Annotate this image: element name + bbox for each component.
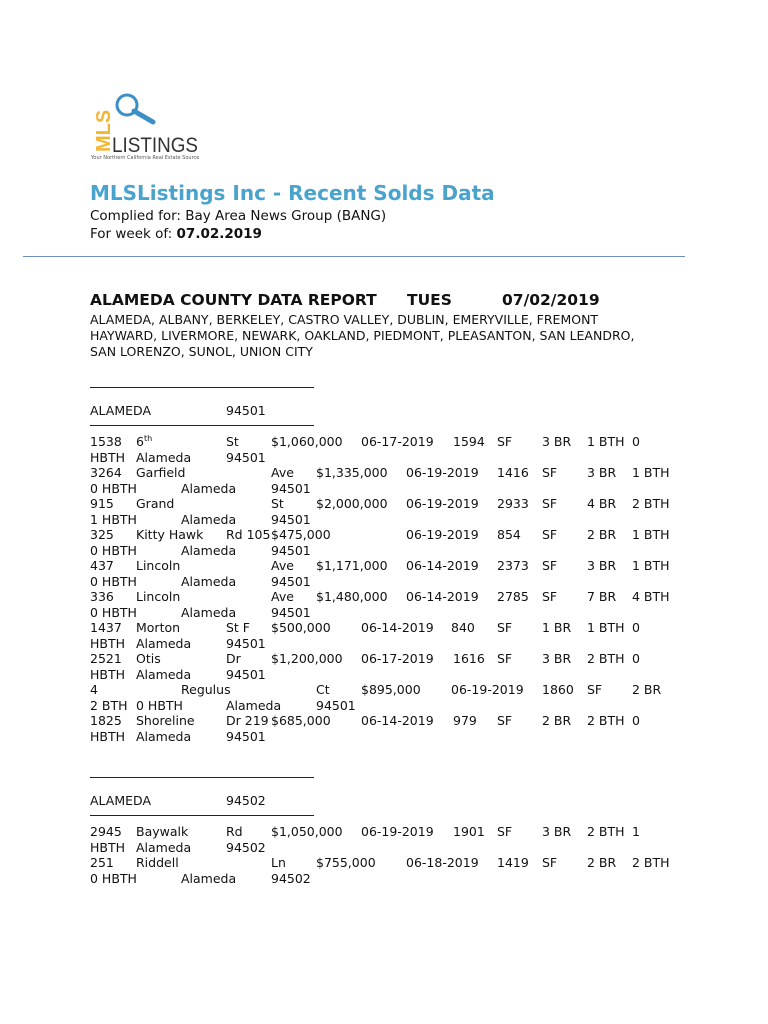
report-day: TUES: [407, 291, 452, 309]
record-field: Alameda: [181, 573, 237, 589]
city-list: [90, 312, 634, 360]
record-field: 1616: [453, 651, 485, 666]
record-field: Dr 219: [226, 713, 269, 728]
week-value: 07.02.2019: [176, 226, 262, 242]
record-field: Alameda: [136, 728, 192, 744]
record-field: 0: [632, 713, 640, 728]
record-field: 06-14-2019: [361, 620, 434, 635]
record-field: Alameda: [136, 635, 192, 651]
record-field: 915: [90, 496, 114, 511]
record-field: $1,171,000: [316, 558, 388, 573]
record-field: 3 BR: [542, 651, 572, 666]
record-field: 06-19-2019: [406, 465, 479, 480]
record-field: 2 BR: [587, 855, 617, 870]
record-field: Ct: [316, 682, 330, 697]
record-field: SF: [497, 434, 513, 449]
record-field: 1 HBTH: [90, 511, 137, 527]
record-field: 0 HBTH: [90, 480, 137, 496]
section-city: ALAMEDA: [90, 793, 151, 808]
logo-tagline: Your Northern California Real Estate Source: [91, 155, 200, 161]
section-zip: 94501: [226, 403, 266, 418]
city-list-line: ALAMEDA, ALBANY, BERKELEY, CASTRO VALLEY, DUBLIN, EMERYVILLE, FREMONT: [90, 312, 599, 327]
section-rule: [90, 777, 314, 778]
record-field: 1 BR: [542, 620, 572, 635]
record-field: SF: [542, 558, 558, 573]
record-field: Otis: [136, 651, 161, 666]
record-field: 94501: [271, 573, 311, 589]
record-field: 2 BR: [632, 682, 662, 697]
record-field: 1860: [542, 682, 574, 697]
record-field: 0: [632, 620, 640, 635]
record-field: 06-14-2019: [406, 558, 479, 573]
record-field: 06-17-2019: [361, 434, 434, 449]
record-field: 0 HBTH: [90, 870, 137, 886]
record-field: Alameda: [181, 604, 237, 620]
record-field: 94501: [226, 449, 266, 465]
record-field: Grand: [136, 496, 175, 511]
section-rule: [90, 387, 314, 388]
record-field: 2945: [90, 824, 122, 839]
record-field: Alameda: [136, 449, 192, 465]
record-field: Alameda: [136, 666, 192, 682]
record-field: 2521: [90, 651, 122, 666]
record-field: SF: [497, 713, 513, 728]
record-field: SF: [497, 651, 513, 666]
record-field: 0: [632, 434, 640, 449]
record-field: 1901: [453, 824, 485, 839]
record-field: HBTH: [90, 728, 126, 744]
record-field: 854: [497, 527, 521, 542]
record-field: $500,000: [271, 620, 331, 635]
record-field: 0 HBTH: [136, 697, 183, 713]
record-field: 94502: [226, 839, 266, 855]
report-title: ALAMEDA COUNTY DATA REPORT: [90, 291, 377, 309]
record-field: 06-17-2019: [361, 651, 434, 666]
mls-listings-logo: [90, 92, 220, 164]
logo-listings-text: LISTINGS: [112, 134, 198, 157]
record-field: 4 BR: [587, 496, 617, 511]
record-field: $475,000: [271, 527, 331, 542]
record-field: Morton: [136, 620, 181, 635]
record-field: Alameda: [181, 480, 237, 496]
record-field: 1594: [453, 434, 485, 449]
record-field: 2 BTH: [632, 855, 670, 870]
record-field: Alameda: [136, 839, 192, 855]
record-field: 06-14-2019: [406, 589, 479, 604]
record-field: Alameda: [226, 697, 282, 713]
record-field: 3 BR: [587, 465, 617, 480]
section-city: ALAMEDA: [90, 403, 151, 418]
record-field: Ave: [271, 589, 294, 604]
section-rule: [90, 815, 314, 816]
record-field: $1,335,000: [316, 465, 388, 480]
record-field: Alameda: [181, 542, 237, 558]
record-field: 6th: [136, 433, 153, 449]
city-list-line: SAN LORENZO, SUNOL, UNION CITY: [90, 344, 313, 359]
compiled-for: Complied for: Bay Area News Group (BANG): [90, 208, 387, 224]
record-field: 94501: [271, 604, 311, 620]
record-field: 2933: [497, 496, 529, 511]
record-field: HBTH: [90, 839, 126, 855]
record-field: Lincoln: [136, 558, 181, 573]
record-field: Dr: [226, 651, 241, 666]
record-field: 1 BTH: [632, 465, 670, 480]
record-field: 94501: [271, 511, 311, 527]
record-field: Rd: [226, 824, 243, 839]
record-field: $895,000: [361, 682, 421, 697]
record-field: SF: [542, 496, 558, 511]
record-field: $2,000,000: [316, 496, 388, 511]
record-field: 3 BR: [542, 824, 572, 839]
record-field: 840: [451, 620, 475, 635]
record-field: Regulus: [181, 682, 231, 697]
record-field: HBTH: [90, 666, 126, 682]
week-of: For week of: 07.02.2019: [90, 226, 262, 242]
record-field: 06-18-2019: [406, 855, 479, 870]
page-title: MLSListings Inc - Recent Solds Data: [90, 181, 495, 205]
record-field: 06-14-2019: [361, 713, 434, 728]
header-divider: [23, 256, 685, 257]
record-field: 1419: [497, 855, 529, 870]
record-field: 3 BR: [587, 558, 617, 573]
record-field: 94501: [271, 480, 311, 496]
record-field: 2 BR: [542, 713, 572, 728]
record-field: 06-19-2019: [361, 824, 434, 839]
record-field: $1,480,000: [316, 589, 388, 604]
record-field: 94501: [226, 635, 266, 651]
record-field: Garfield: [136, 465, 186, 480]
record-field: SF: [587, 682, 603, 697]
record-field: Baywalk: [136, 824, 189, 839]
logo-mls-text: MLS: [93, 109, 115, 152]
record-field: 0 HBTH: [90, 573, 137, 589]
record-field: Alameda: [181, 511, 237, 527]
record-field: St: [271, 496, 284, 511]
record-field: SF: [542, 855, 558, 870]
record-field: 94501: [226, 728, 266, 744]
record-field: 4: [90, 682, 98, 697]
ordinal-suffix: th: [143, 433, 153, 443]
record-field: 251: [90, 855, 114, 870]
record-field: SF: [497, 620, 513, 635]
record-field: 0 HBTH: [90, 604, 137, 620]
record-field: 06-19-2019: [451, 682, 524, 697]
record-field: 1: [632, 824, 640, 839]
record-field: Ave: [271, 558, 294, 573]
record-field: HBTH: [90, 449, 126, 465]
record-field: Alameda: [181, 870, 237, 886]
record-field: 1825: [90, 713, 122, 728]
record-field: 7 BR: [587, 589, 617, 604]
record-field: St: [226, 434, 239, 449]
record-field: 2 BTH: [587, 713, 625, 728]
record-field: SF: [542, 465, 558, 480]
record-field: $1,200,000: [271, 651, 343, 666]
record-field: 94502: [271, 870, 311, 886]
section-zip: 94502: [226, 793, 266, 808]
record-field: SF: [542, 589, 558, 604]
record-field: Shoreline: [136, 713, 195, 728]
record-field: 94501: [226, 666, 266, 682]
record-field: $755,000: [316, 855, 376, 870]
record-field: 2785: [497, 589, 529, 604]
record-field: Ln: [271, 855, 286, 870]
record-field: Lincoln: [136, 589, 181, 604]
record-field: SF: [542, 527, 558, 542]
record-field: 979: [453, 713, 477, 728]
record-field: 3 BR: [542, 434, 572, 449]
record-field: 2 BTH: [90, 697, 128, 713]
record-field: 1 BTH: [587, 620, 625, 635]
record-field: 1416: [497, 465, 529, 480]
record-field: 4 BTH: [632, 589, 670, 604]
record-field: 94501: [316, 697, 356, 713]
record-field: HBTH: [90, 635, 126, 651]
record-field: Ave: [271, 465, 294, 480]
record-field: SF: [497, 824, 513, 839]
record-field: $685,000: [271, 713, 331, 728]
record-field: 06-19-2019: [406, 496, 479, 511]
record-field: 1437: [90, 620, 122, 635]
record-field: 3264: [90, 465, 122, 480]
record-field: 2 BTH: [587, 824, 625, 839]
record-field: St F: [226, 620, 250, 635]
record-field: 0: [632, 651, 640, 666]
record-field: Kitty Hawk: [136, 527, 204, 542]
report-date: 07/02/2019: [502, 291, 600, 309]
record-field: 1538: [90, 434, 122, 449]
record-field: Rd 105: [226, 527, 271, 542]
record-field: 2 BTH: [632, 496, 670, 511]
record-field: 1 BTH: [632, 558, 670, 573]
record-field: 437: [90, 558, 114, 573]
city-list-line: HAYWARD, LIVERMORE, NEWARK, OAKLAND, PIEDMONT, PLEASANTON, SAN LEANDRO,: [90, 328, 635, 343]
record-field: $1,050,000: [271, 824, 343, 839]
record-field: 336: [90, 589, 114, 604]
record-field: 2 BR: [587, 527, 617, 542]
record-field: Riddell: [136, 855, 179, 870]
section-rule: [90, 425, 314, 426]
record-field: 325: [90, 527, 114, 542]
record-field: 2373: [497, 558, 529, 573]
record-field: 06-19-2019: [406, 527, 479, 542]
record-field: 94501: [271, 542, 311, 558]
record-field: 1 BTH: [587, 434, 625, 449]
record-field: $1,060,000: [271, 434, 343, 449]
record-field: 1 BTH: [632, 527, 670, 542]
record-field: 2 BTH: [587, 651, 625, 666]
record-field: 0 HBTH: [90, 542, 137, 558]
